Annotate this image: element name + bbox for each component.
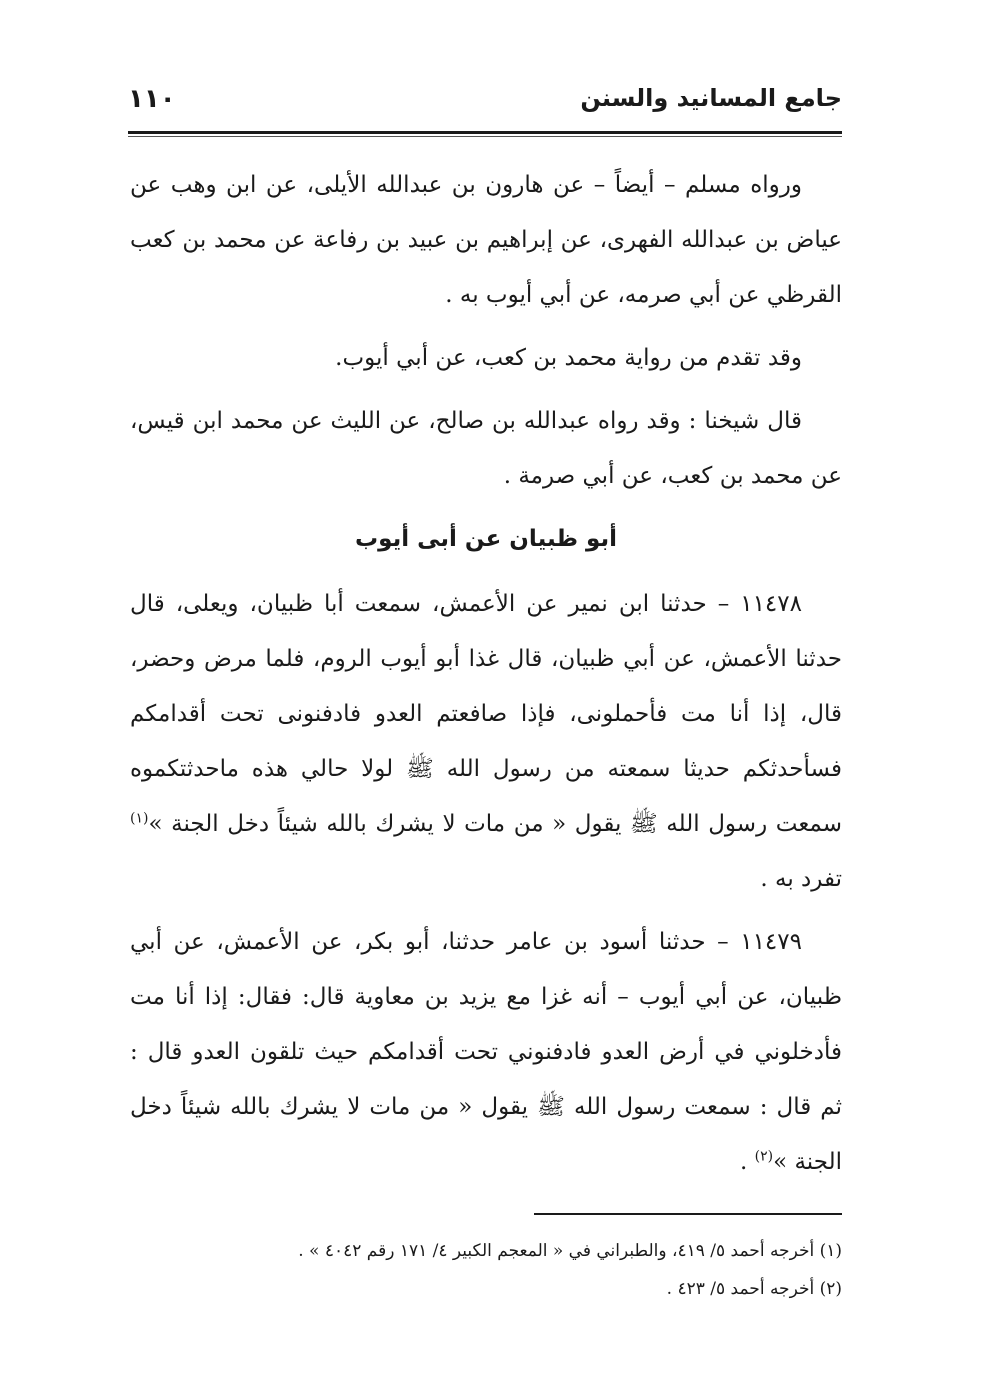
hadith-11479 (130, 915, 842, 1190)
footnote-separator (534, 1213, 842, 1215)
paragraph-shaykh-comment: قال شيخنا : وقد رواه عبدالله بن صالح، عن الليث عن محمد ابن قيس، عن محمد بن كعب، عن أبي صرمة . (130, 408, 842, 489)
paragraph-previous-narration: وقد تقدم من رواية محمد بن كعب، عن أبي أيوب. (335, 345, 802, 371)
running-header-title: جامع المسانيد والسنن (580, 84, 842, 112)
footnotes (130, 1232, 842, 1308)
hadith-11478-tail: تفرد به . (760, 866, 842, 892)
page-number: ١١٠ (128, 84, 176, 114)
header-rule-thin (128, 136, 842, 137)
header-rule (128, 131, 842, 134)
paragraph-muslim-narration: ورواه مسلم – أيضاً – عن هارون بن عبدالله الأيلى، عن ابن وهب عن عياض بن عبدالله الفهرى، عن إبراهيم بن عبيد بن رفاعة عن محمد بن كعب القرظي عن أبي صرمه، عن أبي أيوب به . (130, 172, 842, 308)
hadith-11478 (130, 577, 842, 907)
footnote-ref-2: (٢) (754, 1148, 774, 1165)
footnote-1: (١) أخرجه أحمد ٥/ ٤١٩، والطبراني في « المعجم الكبير ٤/ ١٧١ رقم ٤٠٤٢ » . (298, 1241, 842, 1261)
main-text (130, 158, 842, 1198)
footnote-2: (٢) أخرجه أحمد ٥/ ٤٢٣ . (666, 1279, 842, 1299)
footnote-ref-1: (١) (130, 810, 149, 827)
section-heading: أبو ظبيان عن أبى أيوب (355, 526, 617, 552)
hadith-11478-text: ١١٤٧٨ – حدثنا ابن نمير عن الأعمش، سمعت أبا ظبيان، ويعلى، قال حدثنا الأعمش، عن أبي ظبيان، قال غذا أبو أيوب الروم، فلما مرض وحضر، قال، إذا أنا مت فأحملونى، فإذا صافعتم العدو فادفنونى تحت أقدامكم فسأحدثكم حديثا سمعته من رسول الله ﷺ لولا حالي هذه ماحدثتكموه سمعت رسول الله ﷺ يقول « من مات لا يشرك بالله شيئاً دخل الجنة » (130, 591, 842, 837)
hadith-11479-tail: . (740, 1149, 755, 1175)
hadith-11479-text: ١١٤٧٩ – حدثنا أسود بن عامر حدثنا، أبو بكر، عن الأعمش، عن أبي ظبيان، عن أبي أيوب – أنه غزا مع يزيد بن معاوية قال: فقال: إذا أنا مت فأدخلوني في أرض العدو فادفنوني تحت أقدامكم حيث تلقون العدو قال : ثم قال : سمعت رسول الله ﷺ يقول « من مات لا يشرك بالله شيئاً دخل الجنة » (130, 929, 842, 1175)
